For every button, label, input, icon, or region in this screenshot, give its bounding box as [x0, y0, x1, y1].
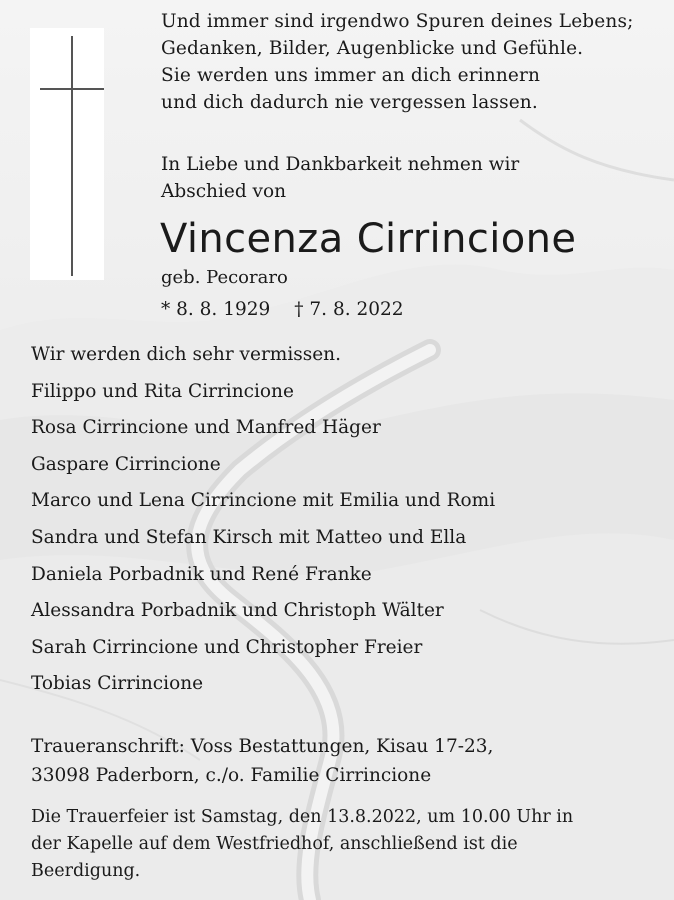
service-line: Die Trauerfeier ist Samstag, den 13.8.2022, um 10.00 Uhr in	[31, 807, 574, 827]
deceased-name: Vincenza Cirrincione	[160, 216, 577, 262]
intro-line: Abschied von	[161, 181, 287, 202]
service-line: der Kapelle auf dem Westfriedhof, anschließend ist die	[31, 834, 518, 854]
funeral-service-info	[31, 804, 573, 885]
family-member: Marco und Lena Cirrincione mit Emilia und Romi	[31, 490, 496, 512]
family-member: Daniela Porbadnik und René Franke	[31, 563, 372, 585]
poem-line: Sie werden uns immer an dich erinnern	[161, 65, 541, 86]
family-member: Tobias Cirrincione	[31, 673, 204, 695]
family-member: Rosa Cirrincione und Manfred Häger	[31, 417, 381, 439]
intro-line: In Liebe und Dankbarkeit nehmen wir	[161, 154, 520, 175]
intro-text	[161, 151, 519, 205]
address-line: 33098 Paderborn, c./o. Familie Cirrincione	[31, 765, 432, 786]
poem	[161, 8, 634, 116]
service-line: Beerdigung.	[31, 861, 141, 881]
poem-line: Und immer sind irgendwo Spuren deines Lebens;	[161, 11, 634, 32]
mourning-address	[31, 732, 493, 790]
poem-line: und dich dadurch nie vergessen lassen.	[161, 92, 538, 113]
birth-date: * 8. 8. 1929	[161, 299, 271, 320]
family-list	[31, 342, 495, 708]
poem-line: Gedanken, Bilder, Augenblicke und Gefühle.	[161, 38, 584, 59]
cross-panel	[30, 28, 104, 280]
family-member: Sandra und Stefan Kirsch mit Matteo und Ella	[31, 526, 467, 548]
cross-icon-bar	[40, 88, 104, 90]
family-member: Gaspare Cirrincione	[31, 453, 221, 475]
death-date: † 7. 8. 2022	[294, 299, 404, 320]
family-member: Sarah Cirrincione und Christopher Freier	[31, 636, 423, 658]
family-member: Alessandra Porbadnik und Christoph Wälter	[31, 600, 444, 622]
cross-icon	[71, 36, 73, 276]
life-dates	[161, 297, 404, 323]
birth-name: geb. Pecoraro	[161, 267, 288, 288]
address-line: Traueranschrift: Voss Bestattungen, Kisau 17-23,	[31, 736, 494, 757]
family-heading: Wir werden dich sehr vermissen.	[31, 344, 341, 365]
family-member: Filippo und Rita Cirrincione	[31, 380, 294, 402]
